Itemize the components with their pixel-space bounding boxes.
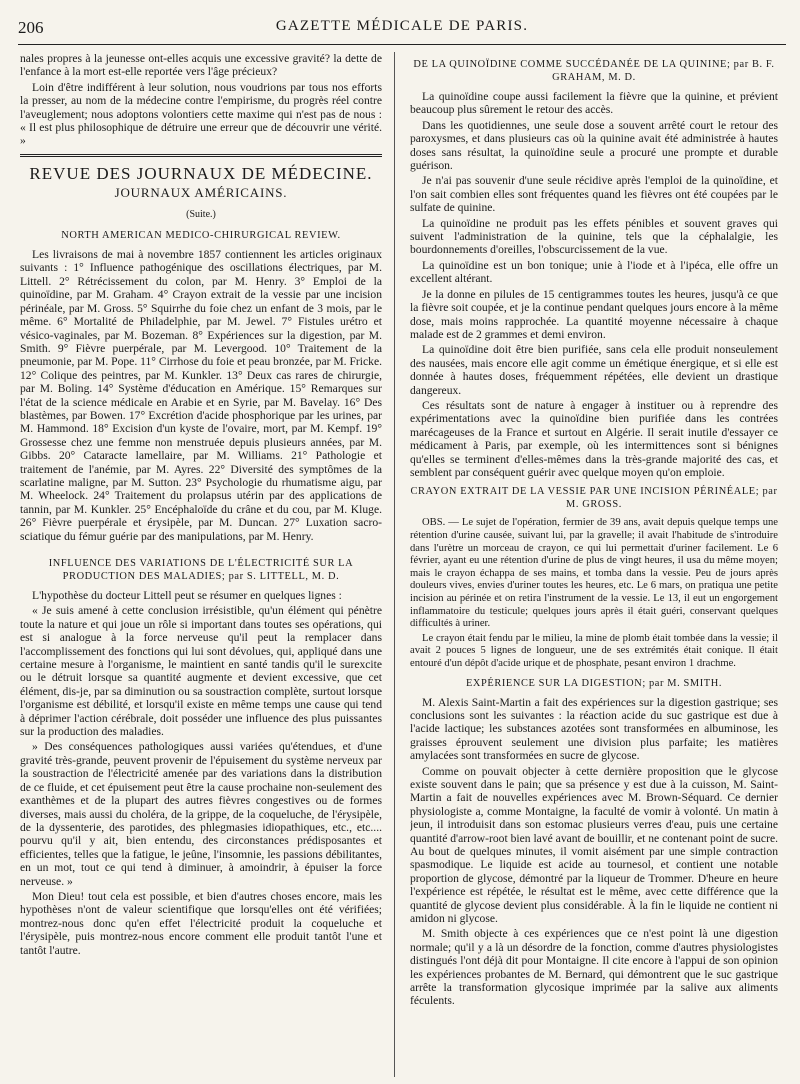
article-heading: INFLUENCE DES VARIATIONS DE L'ÉLECTRICITÉ SUR LA PRODUCTION DES MALADIES; par S. LITTELL, M. D. <box>48 558 354 582</box>
section-title: REVUE DES JOURNAUX DE MÉDECINE. <box>29 163 373 183</box>
article-heading: DE LA QUINOÏDINE COMME SUCCÉDANÉE DE LA QUININE; par B. F. GRAHAM, M. D. <box>413 59 775 83</box>
paragraph: Dans les quotidiennes, une seule dose a souvent arrêté court le retour des paroxysmes, et dans plusieurs cas où la quinine avait été administrée à hautes doses sans résultat, la quinoïdine seule a procuré une prompte et durable guérison. <box>410 118 778 173</box>
paragraph: » Des conséquences pathologiques aussi variées qu'étendues, et d'une gravité très-grande, peuvent provenir de l'épuisement du système nerveux par la soustraction de l'électricité amenée par des variations dans la distribution de ce fluide, et cet épuisement peut être la cause prochaine non-seulement des exanthèmes et de la plupart des autres fièvres congestives ou de formes diverses, mais aussi du choléra, de la grippe, de la coqueluche, de l'érysipèle, de la dyssenterie, des parotides, des phlegmasies idiopathiques, etc., etc.... pourvu qu'il y ait, bien entendu, des circonstances prédisposantes et efficientes, telles que la fatigue, le jeûne, l'insomnie, les passions débilitantes, en un mot, tout ce qui tend à diminuer, à amoindrir, à épuiser la force nerveuse. » <box>20 740 382 888</box>
page-header <box>18 14 786 45</box>
paragraph: OBS. — Le sujet de l'opération, fermier de 39 ans, avait depuis quelque temps une rétention d'urine causée, suivant lui, par la gravelle; il avait l'habitude de s'introduire dans l'urètre un morceau de crayon, ce qui lui permettait d'uriner facilement. Le 6 février, ayant eu une rétention d'urine de plus de vingt heures, il usa du même moyen; mais le crayon échappa de ses mains, et tomba dans la vessie. Peu de jours après douleurs vives, envies d'uriner toutes les heures, etc. Le 6 mars, on pratiqua une petite incision au périnée et on retira l'instrument de la vessie. Le 13, il eut un engorgement inflammatoire du testicule; quelques jours après il était guéri, conservant quelques difficultés à uriner. <box>410 517 778 630</box>
paragraph: nales propres à la jeunesse ont-elles acquis une excessive gravité? la dette de l'enfance à la mort est-elle reportée vers l'âge précieux? <box>20 52 382 79</box>
article-heading: EXPÉRIENCE SUR LA DIGESTION; par M. SMITH. <box>465 677 723 689</box>
article-heading: NORTH AMERICAN MEDICO-CHIRURGICAL REVIEW. <box>61 230 341 242</box>
section-divider <box>20 154 382 157</box>
left-column <box>20 52 382 1080</box>
continuation-note: (Suite.) <box>186 208 216 220</box>
paragraph: Comme on pouvait objecter à cette dernière proposition que le glycose existe souvent dans le pain; que sa présence y est due à la cuisson, M. Saint-Martin a fait de nouvelles expériences avec M. Brown-Séquard. Ce dernier physiologiste a, comme Montaigne, la faculté de vomir à volonté. Un matin à jeun, il introduisit dans son estomac plusieurs verres d'eau, puis une certaine quantité d'arrow-root bien lavé avant de bouillir, et ne contenant point de sucre. Au bout de quelques minutes, il vomit aisément par une simple contraction spasmodique. Le liquide est acide au tournesol, et contient une notable proportion de glycose, démontré par la liqueur de Trommer. D'heure en heure l'expérience est répétée, le résultat est le même, avec cette différence que la quantité de glycose devient plus considérable. À la fin le liquide ne contient ni amidon ni glycose. <box>410 764 778 925</box>
paragraph: La quinoïdine ne produit pas les effets pénibles et souvent graves qui suivent l'administration de la quinine, tels que la céphalalgie, les bourdonnements d'oreilles, l'obscurcissement de la vue. <box>410 216 778 257</box>
paragraph: L'hypothèse du docteur Littell peut se résumer en quelques lignes : <box>32 589 342 602</box>
page-number: 206 <box>18 18 44 37</box>
paragraph: M. Alexis Saint-Martin a fait des expériences sur la digestion gastrique; ses conclusions sont les suivantes : la réaction acide du suc gastrique est due à l'acide lactique; les substances azotées sont transformées en albuminose, les graisses éprouvent seulement une division plus parfaite; les matières amylacées sont transformées en sucre de glycose. <box>410 695 778 763</box>
paragraph: Loin d'être indifférent à leur solution, nous voudrions par tous nos efforts la presser, au nom de la médecine contre l'empirisme, du progrès réel contre l'aveuglement; nous adoptons volontiers cette maxime qui n'est pas de nous : « Il est plus philosophique de détruire une erreur que de découvrir une vérité. » <box>20 80 382 148</box>
article-heading: CRAYON EXTRAIT DE LA VESSIE PAR UNE INCISION PÉRINÉALE; par M. GROSS. <box>410 486 778 511</box>
paragraph: Mon Dieu! tout cela est possible, et bien d'autres choses encore, mais les hypothèses n'ont de valeur scientifique que lorsqu'elles ont été vérifiées; montrez-nous donc qu'en effet l'électricité produit la coqueluche et l'érysipèle, puis montrez-nous encore comment elle produit tantôt l'une et tantôt l'autre. <box>20 889 382 957</box>
paragraph: Le crayon était fendu par le milieu, la mine de plomb était tombée dans la vessie; il avait 2 pouces 5 lignes de longueur, une de ses extrémités était conique. Il était entouré d'un dépôt d'acide urique et de phosphate, pesant environ 1 drachme. <box>410 632 778 669</box>
column-divider <box>394 52 395 1077</box>
section-subtitle: JOURNAUX AMÉRICAINS. <box>114 185 288 201</box>
paragraph: M. Smith objecte à ces expériences que ce n'est point là une digestion normale; qu'il y a là un désordre de la fonction, comme d'autres physiologistes distingués l'ont déjà dit pour Montaigne. Il cite encore à l'appui de son opinion les expériences probantes de M. Bernard, qui démontrent que le suc gastrique arrête la transformation glycosique imprimée par la salive aux aliments féculents. <box>410 927 778 1008</box>
paragraph: Ces résultats sont de nature à engager à instituer ou à reprendre des expérimentations avec la quinoïdine bien purifiée dans les contrées marécageuses de la France et surtout en Algérie. Il serait inutile d'essayer ce médicament à Paris, par exemple, où les intermittences sont si bénignes qu'elles se terminent d'elles-mêmes dans la très-grande majorité des cas, et semblent par conséquent guérir avec quelque moyen qu'on emploie. <box>410 398 778 479</box>
paragraph: « Je suis amené à cette conclusion irrésistible, qu'un élément qui pénètre toute la nature et qui joue un rôle si important dans toutes ses opérations, qui est si analogue à la force nerveuse qu'il peut la remplacer dans l'accomplissement des fonctions qui lui sont dévolues, qui, appliqué dans une certaine mesure à l'organisme, le maintient en santé tandis qu'il le surexcite ou le détruit lorsque sa quantité augmente et devient excessive, que cet élément, dis-je, par sa diminution ou sa soustraction complète, surtout lorsque l'organisme est débilité, et lorsqu'il existe en même temps une cause qui tend à déprimer l'action cérébrale, doit posséder une influence des plus puissantes sur la production des maladies. <box>20 604 382 739</box>
running-title: GAZETTE MÉDICALE DE PARIS. <box>275 18 529 34</box>
paragraph: Je n'ai pas souvenir d'une seule récidive après l'emploi de la quinoïdine, et l'on sait combien elles sont fréquentes quand les fièvres ont été coupées par le sulfate de quinine. <box>410 174 778 215</box>
paragraph: La quinoïdine coupe aussi facilement la fièvre que la quinine, et prévient beaucoup plus sûrement le retour des accès. <box>410 90 778 117</box>
paragraph: La quinoïdine doit être bien purifiée, sans cela elle produit nonseulement des nausées, mais encore elle agit comme un émétique énergique, et si elle est donnée à hautes doses, fréquemment répétées, elle devient un drastique dangereux. <box>410 343 778 397</box>
right-column <box>410 52 778 1080</box>
paragraph: La quinoïdine est un bon tonique; unie à l'iode et à l'ipéca, elle offre un excellent altérant. <box>410 258 778 286</box>
paragraph: Les livraisons de mai à novembre 1857 contiennent les articles originaux suivants : 1° Influence pathogénique des oscillations électriques, par M. Littell. 2° Rétrécissement du colon, par M. Henry. 3° Emploi de la quinoïdine, par M. Graham. 4° Crayon extrait de la vessie par une incision périnéale, par M. Gross. 5° Squirrhe du foie chez un enfant de 3 mois, par le même. 6° Mortalité de Philadelphie, par M. Jewel. 7° Fistules urétro et vésico-vaginales, par M. Bozeman. 8° Expériences sur la digestion, par M. Smith. 9° Fièvre puerpérale, par M. Levergood. 10° Traitement de la pneumonie, par M. Pope. 11° Cirrhose du foie et peau bronzée, par M. Fricke. 12° Colique des peintres, par M. Kunkler. 13° Deux cas rares de chirurgie, par M. Boling. 14° Système d'éducation en Amérique. 15° Remarques sur l'état de la science médicale en Arabie et en Syrie, par M. Bavelay. 16° Des blastèmes, par Bowen. 17° Excrétion d'acide phosphorique par les urines, par M. Hammond. 18° Excision d'un kyste de l'ovaire, mort, par M. Kempf. 19° Grossesse chez une femme non menstruée depuis plusieurs années, par M. Gibbs. 20° Cataracte lamellaire, par M. Williams. 21° Pathologie et traitement de l'anémie, par M. Ayres. 22° Diversité des symptômes de la scarlatine maligne, par M. Sutton. 23° Psychologie du rhumatisme aigu, par M. Wheelock. 24° Traitement du prolapsus utérin par des applications de tannin, par M. Kunkler. 25° Encéphaloïde du crâne et du cou, par M. Kluge. 26° Fièvre puerpérale et érysipèle, par M. Duncan. 27° Luxation sacro-sciatique du fémur guérie par des manipulations, par M. Henry. <box>20 248 382 543</box>
paragraph: Je la donne en pilules de 15 centigrammes toutes les heures, jusqu'à ce que la fièvre soit coupée, et je la continue pendant quelques jours encore à la même dose, mais moins rapprochée. La quantité moyenne nécessaire à chaque malade est de 2 grammes et demi environ. <box>410 287 778 341</box>
